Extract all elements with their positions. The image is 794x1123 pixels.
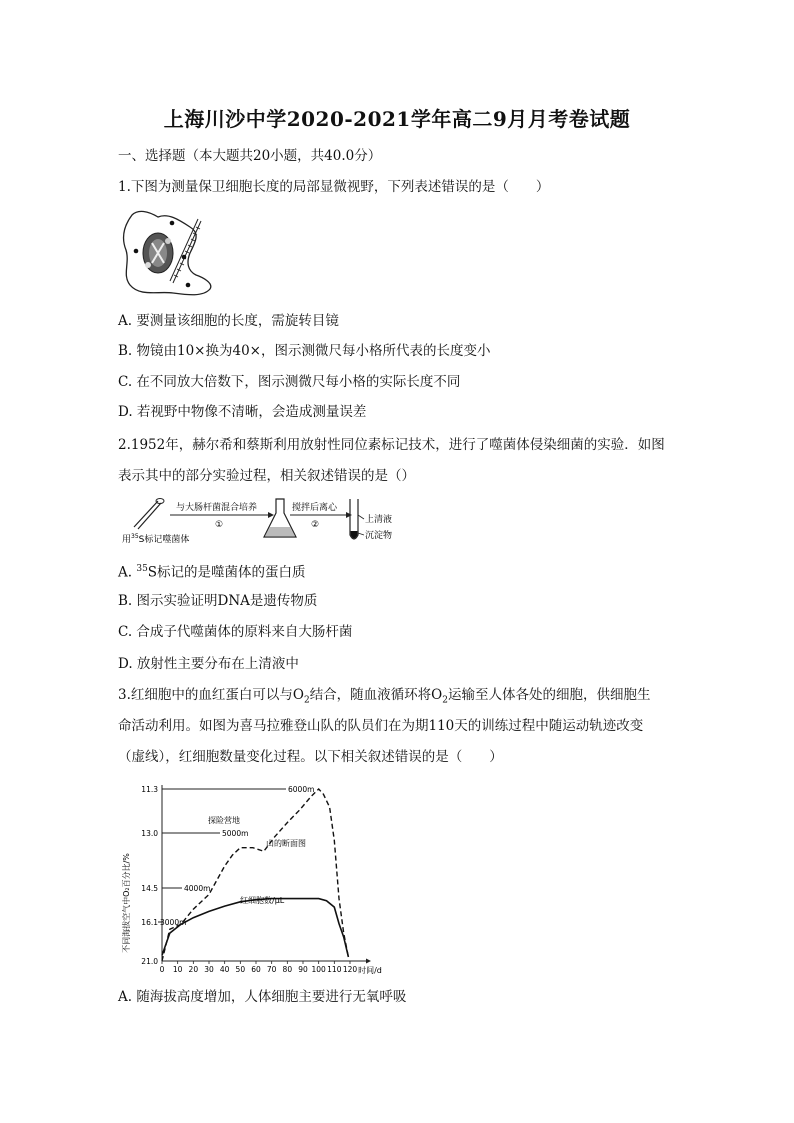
q2-stem-line1: 2.1952年，赫尔希和蔡斯利用放射性同位素标记技术，进行了噬菌体侵染细菌的实验．如图 bbox=[118, 437, 665, 453]
rbc-count-line bbox=[162, 899, 348, 957]
step2-number: ② bbox=[311, 520, 320, 530]
y-tick-label: 16.1 bbox=[141, 918, 158, 927]
x-tick-label: 20 bbox=[188, 965, 199, 974]
x-axis-arrow bbox=[366, 959, 371, 964]
x-tick-label: 100 bbox=[311, 965, 326, 974]
x-tick-label: 120 bbox=[342, 965, 358, 974]
chart-y-axis-label: 不同海拔空气中O₂百分比/% bbox=[122, 853, 131, 953]
pipette-icon bbox=[134, 501, 158, 527]
section-heading: 一、选择题（本大题共20小题，共40.0分） bbox=[118, 148, 382, 164]
q2-option-b: B. 图示实验证明DNA是遗传物质 bbox=[118, 593, 318, 609]
step1-number: ① bbox=[215, 520, 224, 530]
q3-stem-line1: 3.红细胞中的血红蛋白可以与$O_2$结合，随血液循环将$O_2$运输至人体各处的细胞，供细胞生 bbox=[118, 687, 651, 706]
phage-label: 用$^{35}$S标记噬菌体 bbox=[122, 533, 190, 545]
x-tick-label: 40 bbox=[219, 965, 230, 974]
x-tick-label: 0 bbox=[159, 965, 165, 974]
annotation-camp: 探险营地 bbox=[208, 816, 240, 825]
y-tick-label: 14.5 bbox=[141, 884, 158, 893]
y-tick-label: 11.3 bbox=[141, 785, 158, 794]
x-tick-label: 50 bbox=[235, 965, 246, 974]
page-title: 上海川沙中学2020-2021学年高二9月月考卷试题 bbox=[163, 107, 631, 131]
altitude-rbc-chart bbox=[118, 775, 388, 980]
chart-x-axis-label: 时间/d bbox=[358, 966, 382, 975]
q2-option-a: A. $^{35}$S标记的是噬菌体的蛋白质 bbox=[118, 564, 306, 581]
q1-option-d: D. 若视野中物像不清晰，会造成测量误差 bbox=[118, 404, 367, 420]
q1-option-c: C. 在不同放大倍数下，图示测微尺每小格的实际长度不同 bbox=[118, 374, 461, 390]
annotation-mountain-profile: 山的断面图 bbox=[266, 839, 306, 848]
q1-option-b: B. 物镜由10×换为40×，图示测微尺每小格所代表的长度变小 bbox=[118, 343, 491, 359]
annotation-rbc: 红细胞数/μL bbox=[240, 896, 285, 905]
phage-experiment-figure bbox=[118, 495, 418, 547]
x-tick-label: 30 bbox=[204, 965, 214, 974]
y-tick-label: 21.0 bbox=[141, 957, 158, 966]
mountain-profile-line bbox=[162, 789, 348, 961]
x-tick-label: 90 bbox=[298, 965, 308, 974]
x-tick-label: 70 bbox=[266, 965, 277, 974]
q1-option-a: A. 要测量该细胞的长度，需旋转目镜 bbox=[118, 313, 339, 329]
altitude-label: 3000m bbox=[160, 918, 187, 927]
supernatant-label: 上清液 bbox=[365, 515, 393, 525]
step1-label: 与大肠杆菌混合培养 bbox=[176, 503, 258, 513]
micrometer-microscope-figure bbox=[118, 205, 218, 300]
q1-stem: 1.下图为测量保卫细胞长度的局部显微视野，下列表述错误的是（ ） bbox=[118, 179, 550, 195]
altitude-label: 5000m bbox=[222, 829, 249, 838]
x-tick-label: 110 bbox=[327, 965, 342, 974]
altitude-label: 6000m bbox=[288, 785, 315, 794]
q2-stem-line2: 表示其中的部分实验过程，相关叙述错误的是（） bbox=[118, 468, 415, 484]
x-tick-label: 60 bbox=[251, 965, 261, 974]
x-tick-label: 10 bbox=[172, 965, 183, 974]
q2-option-d: D. 放射性主要分布在上清液中 bbox=[118, 656, 299, 672]
altitude-label: 4000m bbox=[184, 884, 211, 893]
q2-option-c: C. 合成子代噬菌体的原料来自大肠杆菌 bbox=[118, 624, 353, 640]
step2-label: 搅拌后离心 bbox=[292, 503, 338, 513]
q3-option-a: A. 随海拔高度增加，人体细胞主要进行无氧呼吸 bbox=[118, 989, 407, 1005]
x-tick-label: 80 bbox=[282, 965, 293, 974]
q3-stem-line3: （虚线），红细胞数量变化过程。以下相关叙述错误的是（ ） bbox=[118, 749, 503, 765]
y-tick-label: 13.0 bbox=[141, 829, 158, 838]
precipitate-label: 沉淀物 bbox=[365, 531, 393, 541]
q3-stem-line2: 命活动利用。如图为喜马拉雅登山队的队员们在为期110天的训练过程中随运动轨迹改变 bbox=[118, 718, 644, 734]
